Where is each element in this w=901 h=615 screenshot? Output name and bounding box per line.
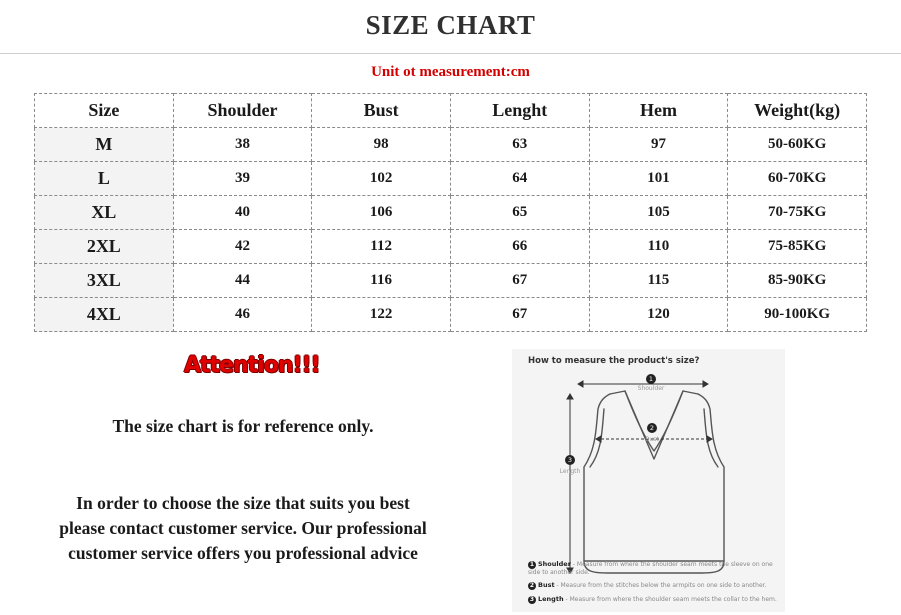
marker-length-label: Length bbox=[559, 468, 581, 475]
size-cell: L bbox=[35, 162, 174, 196]
length-cell: 65 bbox=[450, 196, 589, 230]
marker-bust-label: Bust bbox=[645, 436, 659, 443]
advice-line: customer service offers you professional advice bbox=[68, 543, 418, 563]
header-hem: Hem bbox=[589, 94, 728, 128]
table-row bbox=[35, 128, 867, 162]
header-shoulder: Shoulder bbox=[173, 94, 312, 128]
header-length: Lenght bbox=[450, 94, 589, 128]
legend-shoulder-name: Shoulder bbox=[538, 560, 571, 568]
hem-cell: 101 bbox=[589, 162, 728, 196]
vest-outline bbox=[584, 394, 724, 573]
weight-cell: 85-90KG bbox=[728, 264, 867, 298]
marker-shoulder-label: Shoulder bbox=[637, 385, 665, 392]
header-bust: Bust bbox=[312, 94, 451, 128]
bust-cell: 112 bbox=[312, 230, 451, 264]
weight-cell: 60-70KG bbox=[728, 162, 867, 196]
size-cell: 4XL bbox=[35, 298, 174, 332]
shoulder-cell: 38 bbox=[173, 128, 312, 162]
shoulder-cell: 40 bbox=[173, 196, 312, 230]
marker-bust-num: 2 bbox=[649, 424, 655, 433]
weight-cell: 70-75KG bbox=[728, 196, 867, 230]
hem-cell: 120 bbox=[589, 298, 728, 332]
hem-cell: 97 bbox=[589, 128, 728, 162]
legend-bust-name: Bust bbox=[538, 581, 555, 589]
table-row bbox=[35, 162, 867, 196]
bust-cell: 122 bbox=[312, 298, 451, 332]
size-cell: 3XL bbox=[35, 264, 174, 298]
table-row bbox=[35, 298, 867, 332]
attention-heading: Attention!!! bbox=[184, 353, 320, 378]
bust-cell: 98 bbox=[312, 128, 451, 162]
legend-length-desc: - Measure from where the shoulder seam meets the collar to the hem. bbox=[565, 596, 777, 603]
table-header-row bbox=[35, 94, 867, 128]
weight-cell: 75-85KG bbox=[728, 230, 867, 264]
bust-cell: 116 bbox=[312, 264, 451, 298]
bust-cell: 106 bbox=[312, 196, 451, 230]
header-weight: Weight(kg) bbox=[728, 94, 867, 128]
hem-cell: 115 bbox=[589, 264, 728, 298]
length-cell: 67 bbox=[450, 264, 589, 298]
header-size: Size bbox=[35, 94, 174, 128]
page-title: SIZE CHART bbox=[365, 10, 536, 40]
marker-bust bbox=[645, 423, 659, 443]
table-row bbox=[35, 196, 867, 230]
shoulder-cell: 44 bbox=[173, 264, 312, 298]
legend-length-name: Length bbox=[538, 595, 564, 603]
hem-cell: 110 bbox=[589, 230, 728, 264]
length-cell: 67 bbox=[450, 298, 589, 332]
marker-shoulder bbox=[638, 374, 665, 392]
legend-bust bbox=[528, 581, 778, 590]
length-cell: 66 bbox=[450, 230, 589, 264]
shoulder-cell: 42 bbox=[173, 230, 312, 264]
length-cell: 63 bbox=[450, 128, 589, 162]
size-cell: XL bbox=[35, 196, 174, 230]
table-row bbox=[35, 264, 867, 298]
legend-shoulder-num: 1 bbox=[529, 560, 535, 568]
weight-cell: 50-60KG bbox=[728, 128, 867, 162]
shoulder-cell: 46 bbox=[173, 298, 312, 332]
advice-line: please contact customer service. Our professional bbox=[59, 518, 427, 538]
reference-note: The size chart is for reference only. bbox=[112, 416, 374, 436]
legend-length bbox=[528, 595, 778, 604]
bust-cell: 102 bbox=[312, 162, 451, 196]
shoulder-cell: 39 bbox=[173, 162, 312, 196]
weight-cell: 90-100KG bbox=[728, 298, 867, 332]
table-row bbox=[35, 230, 867, 264]
length-cell: 64 bbox=[450, 162, 589, 196]
marker-shoulder-num: 1 bbox=[648, 375, 654, 384]
size-cell: 2XL bbox=[35, 230, 174, 264]
legend-bust-desc: - Measure from the stitches below the armpits on one side to another. bbox=[556, 582, 767, 589]
size-chart-table bbox=[34, 93, 867, 332]
legend-length-num: 3 bbox=[529, 595, 535, 603]
measure-guide-panel bbox=[512, 349, 785, 612]
marker-length-num: 3 bbox=[567, 456, 573, 465]
size-cell: M bbox=[35, 128, 174, 162]
legend-shoulder-desc: - Measure from where the shoulder seam meets the sleeve on one side to another side. bbox=[528, 561, 773, 576]
legend-bust-num: 2 bbox=[529, 581, 535, 589]
unit-note: Unit ot measurement:cm bbox=[371, 64, 530, 80]
legend-shoulder bbox=[528, 560, 778, 577]
advice-line: In order to choose the size that suits you best bbox=[76, 493, 410, 513]
measure-guide-title: How to measure the product's size? bbox=[528, 356, 700, 366]
hem-cell: 105 bbox=[589, 196, 728, 230]
